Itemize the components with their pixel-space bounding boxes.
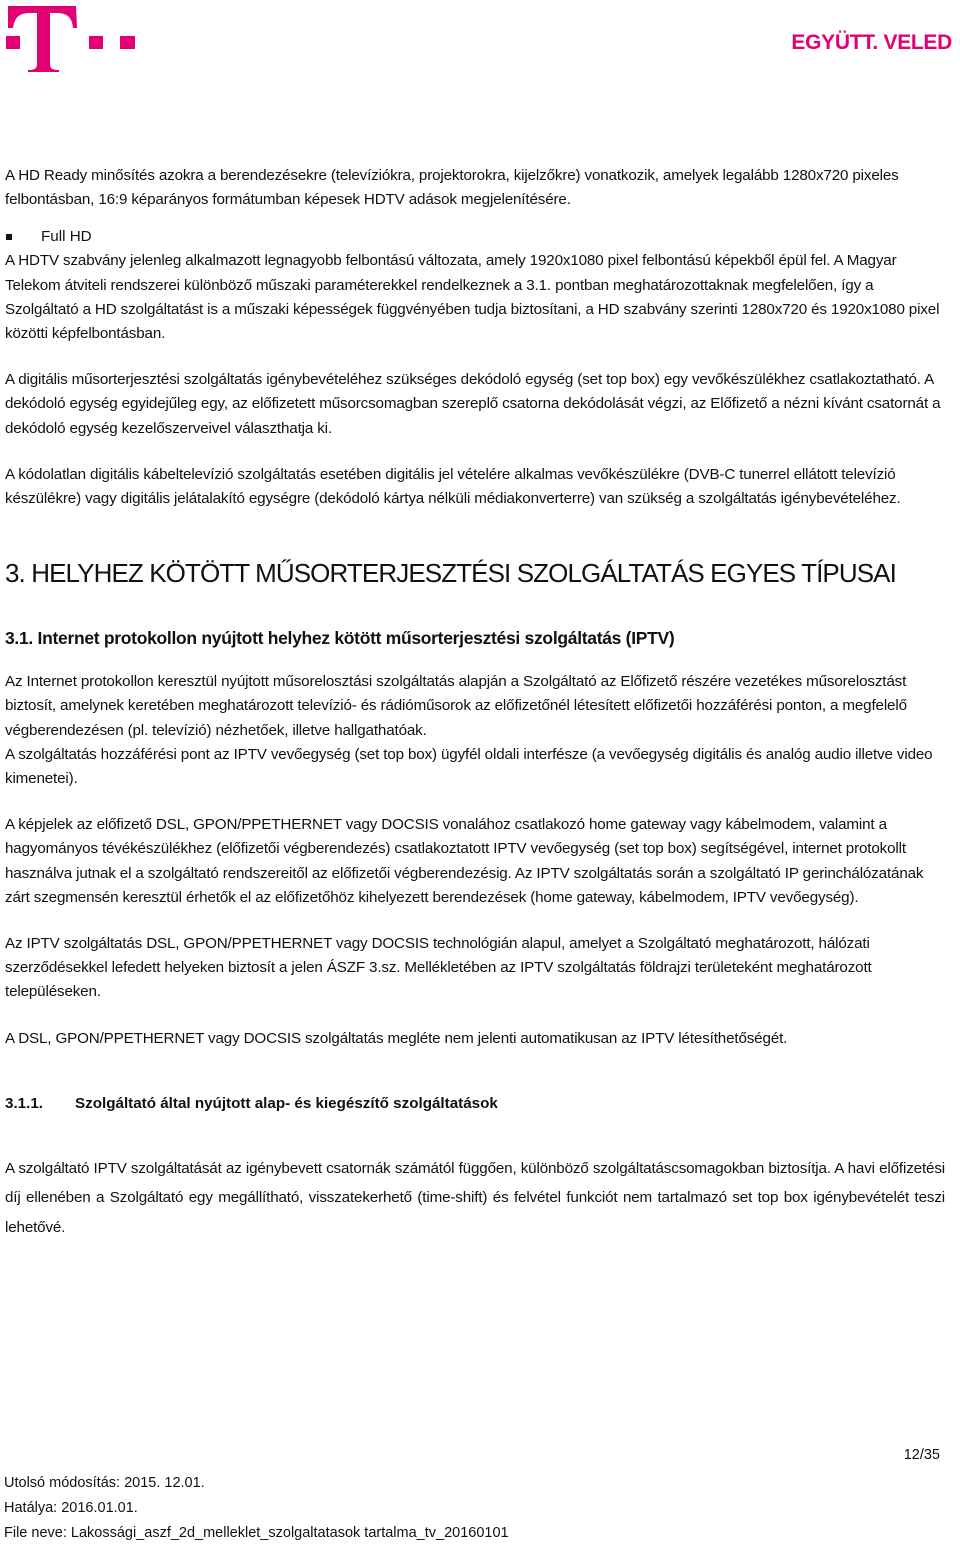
dvbc-paragraph: A kódolatlan digitális kábeltelevízió szolgáltatás esetében digitális jel vételére alkalmas vevőkészülékre (DVB-C tunerrel ellátott televízió készülékre) vagy digitális jelátalakító egységre (dekódoló kártya nélküli médiakonverterre) van szükség a szolgáltatás igénybevételéhez. <box>5 465 901 508</box>
full-hd-label: Full HD <box>41 228 92 246</box>
digital-decoder-paragraph: A digitális műsorterjesztési szolgáltatás igénybevételéhez szükséges dekódoló egység (set top box) egy vevőkészülékhez csatlakoztatható. A dekódoló egység egyidejűleg egy, az előfizetett műsorcsomagban szereplő csatorna dekódolását végzi, az Előfizető a nézni kívánt csatornát a dekódoló egység kezelőszerveivel választhatja ki. <box>5 371 941 437</box>
subsubsection-heading <box>5 1092 945 1116</box>
subsubsection-title: Szolgáltató által nyújtott alap- és kiegészítő szolgáltatások <box>75 1094 498 1112</box>
subsection-heading: 3.1. Internet protokollon nyújtott helyhez kötött műsorterjesztési szolgáltatás (IPTV) <box>5 628 675 649</box>
iptv-paragraph-2: A szolgáltatás hozzáférési pont az IPTV vevőegység (set top box) ügyfél oldali interfésze (a vevőegység digitális és analóg audio illetve video kimenetei). <box>5 745 933 788</box>
document-footer <box>4 1471 509 1546</box>
iptv-paragraph-3: A képjelek az előfizető DSL, GPON/PPETHERNET vagy DOCSIS vonalához csatlakozó home gateway vagy kábelmodem, valamint a hagyományos tévékészülékhez (előfizetői végberendezés) csatlakoztatott IPTV vevőegység (set top box) segítségével, internet protokollt használva jutnak el a szolgáltató rendszereitől az előfizetői végberendezésig. Az IPTV szolgáltatás során a szolgáltató IP gerinchálózatának zárt szegmensén keresztül érhetők el az előfizetőhöz kihelyezett berendezések (home gateway, kábelmodem, IPTV vevőegység). <box>5 816 924 906</box>
square-bullet-icon <box>6 234 12 240</box>
hd-ready-paragraph: A HD Ready minősítés azokra a berendezésekre (televíziókra, projektorokra, kijelzőkre) vonatkozik, amelyek legalább 1280x720 pixeles felbontásban, 16:9 képarányos formátumban képesek HDTV adások megjelenítésére. <box>5 167 899 209</box>
file-name: File neve: Lakossági_aszf_2d_melleklet_szolgaltatasok tartalma_tv_20160101 <box>4 1525 509 1541</box>
iptv-paragraph-1: Az Internet protokollon keresztül nyújtott műsorelosztási szolgáltatás alapján a Szolgáltató az Előfizető részére vezetékes műsorelosztást biztosít, amelynek keretében meghatározott televízió- és rádióműsorok az előfizetőnél létesített előfizetői hozzáférési ponton, a megfelelő végberendezésen (pl. televízió) nézhetőek, illetve hallgathatóak. <box>5 673 907 739</box>
brand-slogan: EGYÜTT. VELED <box>791 31 952 54</box>
iptv-paragraph-4: Az IPTV szolgáltatás DSL, GPON/PPETHERNET vagy DOCSIS technológián alapul, amelyet a Szolgáltató meghatározott, hálózati szerződésekkel lefedett helyeken biztosít a jelen ÁSZF 3.sz. Mellékletében az IPTV szolgáltatás földrajzi területeként meghatározott településeken. <box>5 935 872 1001</box>
subsubsection-number: 3.1.1. <box>5 1094 43 1112</box>
last-modified: Utolsó módosítás: 2015. 12.01. <box>4 1475 205 1491</box>
full-hd-bullet <box>5 225 945 249</box>
telekom-t-logo-icon <box>6 6 146 76</box>
iptv-packages-paragraph: A szolgáltató IPTV szolgáltatását az igénybevett csatornák számától függően, különböző szolgáltatáscsomagokban biztosítja. A havi előfizetési díj ellenében a Szolgáltató egy megállítható, visszatekerhető (time-shift) és felvétel funkciót nem tartalmazó set top box igénybevételét teszi lehetővé. <box>5 1159 945 1236</box>
full-hd-paragraph: A HDTV szabvány jelenleg alkalmazott legnagyobb felbontású változata, amely 1920x1080 pixel felbontású képekből épül fel. A Magyar Telekom átviteli rendszerei különböző műszaki paraméterekkel rendelkeznek a 3.1. pontban meghatározottaknak megfelelően, így a Szolgáltató a HD szolgáltatást is a műszaki képességek függvényében tudja biztosítani, a HD szabvány szerinti 1280x720 és 1920x1080 pixel közötti képfelbontásban. <box>5 252 940 343</box>
effective-date: Hatálya: 2016.01.01. <box>4 1500 138 1516</box>
page-number: 12/35 <box>903 1447 940 1463</box>
section-heading: 3. HELYHEZ KÖTÖTT MŰSORTERJESZTÉSI SZOLGÁLTATÁS EGYES TÍPUSAI <box>5 558 896 589</box>
document-body <box>5 164 945 1242</box>
iptv-paragraph-5: A DSL, GPON/PPETHERNET vagy DOCSIS szolgáltatás megléte nem jelenti automatikusan az IPTV létesíthetőségét. <box>5 1029 788 1047</box>
